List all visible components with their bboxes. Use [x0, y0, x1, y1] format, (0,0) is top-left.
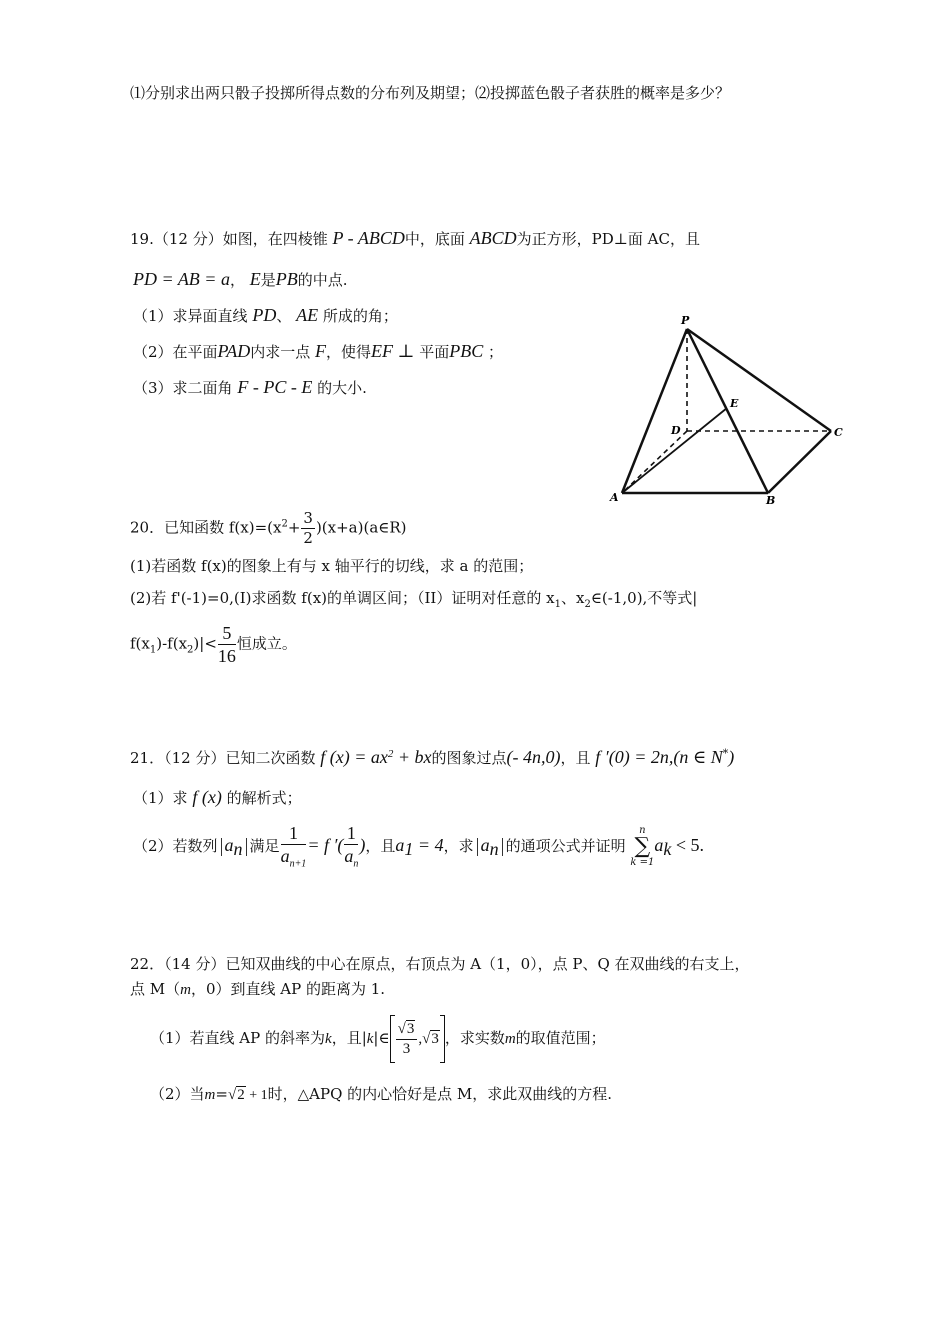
- q21-part1: [133, 788, 302, 806]
- q21-sum-top: n: [639, 824, 646, 836]
- q22-sqrt2: √2: [227, 1087, 245, 1103]
- q19-p2-f: F: [315, 341, 327, 361]
- q19-p1-pd: PD: [252, 305, 277, 325]
- label-p: P: [681, 314, 690, 327]
- q19-p2-e: ；: [488, 343, 504, 361]
- q21-a1: a: [395, 834, 405, 855]
- q19-head-a: 19.（12 分）如图，在四棱锥: [130, 230, 328, 248]
- q21-eq: = f ′(: [307, 834, 344, 855]
- q22-p2-eq: =: [215, 1085, 228, 1103]
- q19-head-b: 中，底面: [404, 230, 465, 248]
- q22-frac-sqrt: 3: [406, 1020, 415, 1037]
- q22-line2-a: 点 M（: [130, 980, 181, 998]
- q21-brace-right: [246, 838, 247, 856]
- q20-p3-a: f(x: [130, 634, 150, 653]
- q21-part2: [133, 824, 704, 870]
- edge-pa: [622, 329, 687, 493]
- q20-p3-d: 恒成立。: [236, 634, 297, 653]
- q22-k: k: [325, 1031, 332, 1047]
- label-b: B: [766, 494, 776, 507]
- q21-brace-left-2: [477, 838, 478, 856]
- q20-fraction: [301, 511, 315, 546]
- q21-brace-left: [221, 838, 222, 856]
- q21-p1-a: （1）求: [133, 789, 188, 807]
- q19-base: ABCD: [469, 228, 517, 248]
- q22-frac-den: 3: [402, 1040, 411, 1057]
- q19-part3: [133, 378, 367, 396]
- q21-sum-bottom: k =1: [630, 856, 655, 868]
- q19-p3-b: 的大小.: [317, 379, 367, 397]
- q21-frac-left-num: 1: [281, 824, 307, 845]
- q19-pyramid: P - ABCD: [332, 228, 405, 248]
- q22-line1: 22．（14 分）已知双曲线的中心在原点，右顶点为 A（1，0），点 P、Q 在双曲线的右支上，: [130, 955, 750, 973]
- q21-ak-sub: k: [663, 838, 672, 859]
- q19-e: E: [249, 269, 261, 289]
- q19-heading: [130, 229, 700, 247]
- q21-star: *: [722, 747, 729, 760]
- q21-head-c: ，且: [560, 749, 591, 767]
- q21-eq-end: ): [359, 834, 366, 855]
- q21-seq-n: n: [233, 838, 243, 859]
- pyramid-figure: [605, 312, 850, 507]
- q19-p2-pad: PAD: [217, 341, 251, 361]
- q21-seq-a-2: a: [480, 834, 490, 855]
- edge-pb: [687, 329, 768, 493]
- q19-p2-c: ，使得: [326, 343, 372, 361]
- q20-heading: [130, 511, 407, 546]
- q21-head-b: 的图象过点: [431, 749, 507, 767]
- q19-p2-a: （2）在平面: [133, 343, 218, 361]
- edge-bc: [768, 431, 831, 493]
- q22-comma: ,: [418, 1031, 423, 1047]
- q21-a1-sub: 1: [404, 838, 414, 859]
- q19-cond-d: 的中点.: [297, 271, 348, 289]
- q21-derivative: f ′(0) = 2n,(n ∈ N: [595, 747, 723, 767]
- q21-frac-right: [344, 824, 358, 870]
- q21-fx: f (x) = ax: [320, 747, 388, 767]
- q22-part1: [150, 1015, 606, 1063]
- q20-p2: (2)若 f'(-1)=0,(I)求函数 f(x)的单调区间；（II）证明对任意的 x: [130, 589, 555, 607]
- q19-p2-d: 平面: [419, 343, 450, 361]
- q22-sqrt3: √3: [422, 1031, 439, 1047]
- q19-p3-angle: F - PC - E: [237, 377, 313, 397]
- q19-p1-c: 所成的角；: [322, 307, 398, 325]
- q20-p2-b: 、x: [560, 589, 585, 607]
- q20-head-c: )(x+a)(a∈R): [315, 518, 407, 537]
- q20-head-b: +: [287, 518, 301, 537]
- q21-p2-a: （2）若数列: [133, 836, 218, 855]
- q19-p3-a: （3）求二面角: [133, 379, 233, 397]
- q21-fx-b: + bx: [393, 747, 432, 767]
- q20-p2-sub2: 2: [584, 599, 591, 610]
- q21-frac-left-den: [281, 845, 307, 870]
- q21-lt: < 5.: [671, 834, 705, 855]
- q19-cond: PD = AB = a: [133, 269, 230, 289]
- q19-p2-pbc: PBC: [449, 341, 484, 361]
- q22-line2: [130, 982, 385, 998]
- label-a: A: [610, 491, 619, 504]
- q19-condition: [133, 270, 348, 288]
- q21-summation: [630, 826, 654, 868]
- q19-p2-b: 内求一点: [250, 343, 311, 361]
- q22-m-3: m: [204, 1087, 216, 1103]
- q21-frac-right-a: a: [344, 846, 354, 866]
- q22-line2-b: ，0）到直线 AP 的距离为 1.: [190, 980, 386, 998]
- q20-frac-den: 2: [303, 529, 313, 547]
- q20-frac-num: 3: [303, 509, 313, 527]
- q21-heading: [130, 748, 734, 766]
- q22-p1-c: |∈: [373, 1029, 390, 1047]
- label-d: D: [671, 424, 681, 437]
- q19-pb: PB: [275, 269, 298, 289]
- q19-part2: [133, 342, 503, 360]
- q21-frac-left-a: a: [280, 846, 290, 866]
- q19-p1-a: （1）求异面直线: [133, 307, 248, 325]
- q22-sqrt2-val: 2: [237, 1087, 245, 1103]
- q20-p3-sub2: 2: [187, 644, 194, 656]
- pyramid-solid-edges: [622, 329, 831, 493]
- edge-da: [622, 431, 687, 493]
- label-e: E: [730, 397, 739, 410]
- q20-p3-c: )|<: [193, 634, 217, 653]
- q19-cond-b: ，: [229, 271, 245, 289]
- q20-part2: [130, 591, 697, 610]
- q20-p3-sub1: 1: [149, 644, 157, 656]
- q19-head-c: 为正方形，PD⊥面 AC，且: [516, 230, 700, 248]
- q19-p2-ef: EF ⊥: [371, 341, 415, 361]
- q21-a1-val: = 4: [413, 834, 444, 855]
- q21-frac-right-sub: n: [353, 858, 359, 870]
- q19-part1: [133, 306, 398, 324]
- q20-bound-num: 5: [218, 624, 236, 645]
- q21-deriv-end: ): [728, 747, 735, 767]
- q21-frac-right-num: 1: [344, 824, 358, 845]
- q22-m-2: m: [504, 1031, 516, 1047]
- q22-sqrt3-val: 3: [431, 1031, 439, 1047]
- q21-frac-left-sub: n+1: [289, 858, 307, 870]
- q19-p1-b: 、: [276, 307, 292, 325]
- q19-cond-c: 是: [260, 271, 276, 289]
- q21-p1-b: 的解析式；: [226, 789, 302, 807]
- q22-frac-num: √3: [396, 1022, 418, 1040]
- q21-p2-e: 的通项公式并证明: [505, 836, 626, 855]
- q21-sum-sigma: ∑: [634, 833, 651, 859]
- q20-bound-den: 16: [217, 646, 236, 666]
- edge-pc: [687, 329, 831, 431]
- q22-p1-d: ，求实数: [444, 1029, 505, 1047]
- q22-p2-a: （2）当: [150, 1085, 205, 1103]
- q22-k-abs: k: [366, 1031, 374, 1047]
- q21-p1-f: f (x): [192, 787, 222, 807]
- q21-frac-right-den: [344, 845, 358, 870]
- q21-seq-n-2: n: [489, 838, 499, 859]
- q19-p1-ae: AE: [296, 305, 319, 325]
- q21-brace-right-2: [502, 838, 503, 856]
- q22-m: m: [180, 982, 191, 998]
- q22-part2: [150, 1087, 612, 1103]
- q21-p2-d: ，求: [443, 836, 474, 855]
- q22-plus1: + 1: [245, 1088, 268, 1103]
- q21-head-a: 21．（12 分）已知二次函数: [130, 749, 316, 767]
- q20-head-a: 20．已知函数 f(x)=(x: [130, 518, 282, 537]
- q20-bound-fraction: [218, 624, 236, 665]
- q20-p2-sub1: 1: [554, 599, 561, 610]
- q21-square: 2: [387, 748, 394, 760]
- q21-point: (- 4n,0): [506, 747, 561, 767]
- q20-part1: (1)若函数 f(x)的图象上有与 x 轴平行的切线，求 a 的范围；: [130, 557, 534, 575]
- q22-p2-b: 时，△APQ 的内心恰好是点 M，求此双曲线的方程.: [267, 1085, 613, 1103]
- q21-ak: a: [654, 834, 664, 855]
- q21-p2-b: 满足: [249, 836, 280, 855]
- q22-bracket-left: [390, 1015, 395, 1063]
- q18-parts: ⑴分别求出两只骰子投掷所得点数的分布列及期望；⑵投掷蓝色骰子者获胜的概率是多少？: [130, 84, 731, 102]
- q22-p1-e: 的取值范围；: [515, 1029, 606, 1047]
- q20-p2-c: ∈(-1,0),不等式|: [590, 589, 698, 607]
- q21-seq-a: a: [224, 834, 234, 855]
- q22-p1-a: （1）若直线 AP 的斜率为: [150, 1029, 326, 1047]
- q22-frac: [396, 1022, 418, 1057]
- label-c: C: [834, 426, 843, 439]
- q21-p2-c: ，且: [365, 836, 396, 855]
- q20-part3: [130, 624, 297, 665]
- q21-frac-left: [281, 824, 307, 870]
- q22-p1-b: ，且|: [331, 1029, 367, 1047]
- q20-square: 2: [281, 518, 288, 530]
- q20-p3-b: )-f(x: [156, 634, 188, 653]
